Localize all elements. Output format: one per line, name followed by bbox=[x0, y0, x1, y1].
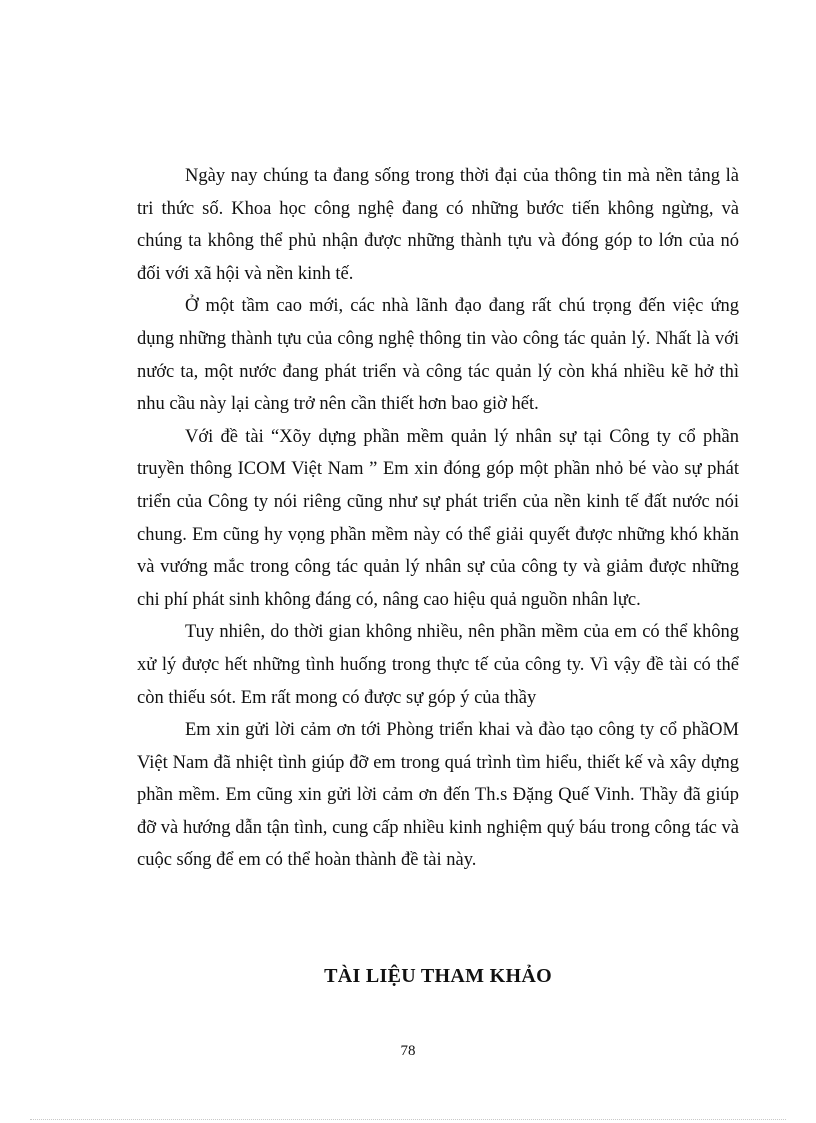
paragraph-intro: Ngày nay chúng ta đang sống trong thời đại của thông tin mà nền tảng là tri thức số. Khoa học công nghệ đang có những bước tiến không ngừng, và chúng ta không thể phủ nhận được những thành tựu và đóng góp to lớn của nó đối với xã hội và nền kinh tế. bbox=[137, 166, 739, 284]
references-heading: TÀI LIỆU THAM KHẢO bbox=[324, 965, 552, 987]
paragraph-acknowledgements: Em xin gửi lời cảm ơn tới Phòng triển khai và đào tạo công ty cổ phầOM Việt Nam đã nhiệt tình giúp đỡ em trong quá trình tìm hiểu, thiết kế và xây dựng phần mềm. Em cũng xin gửi lời cảm ơn đến Th.s Đặng Quế Vinh. Thầy đã giúp đỡ và hướng dẫn tận tình, cung cấp nhiều kinh nghiệm quý báu trong công tác và cuộc sống để em có thể hoàn thành đề tài này. bbox=[137, 720, 739, 871]
paragraph-leadership: Ở một tầm cao mới, các nhà lãnh đạo đang rất chú trọng đến việc ứng dụng những thành tựu của công nghệ thông tin vào công tác quản lý. Nhất là với nước ta, một nước đang phát triển và công tác quản lý còn khá nhiều kẽ hở thì nhu cầu này lại càng trở nên cần thiết hơn bao giờ hết. bbox=[137, 296, 739, 415]
body-text bbox=[137, 160, 739, 877]
paragraph-limitations: Tuy nhiên, do thời gian không nhiều, nên phần mềm của em có thể không xử lý được hết những tình huống trong thực tế của công ty. Vì vậy đề tài có thể còn thiếu sót. Em rất mong có được sự góp ý của thầy bbox=[137, 622, 739, 708]
paragraph-topic: Với đề tài “Xõy dựng phần mềm quản lý nhân sự tại Công ty cổ phần truyền thông ICOM Việt Nam ” Em xin đóng góp một phần nhỏ bé vào sự phát triển của Công ty nói riêng cũng như sự phát triển của nền kinh tế đất nước nói chung. Em cũng hy vọng phần mềm này có thể giải quyết được những khó khăn và vướng mắc trong công tác quản lý nhân sự của công ty và giảm được những chi phí phát sinh không đáng có, nâng cao hiệu quả nguồn nhân lực. bbox=[137, 426, 739, 610]
page-number: 78 bbox=[400, 1043, 416, 1059]
page-bottom-divider bbox=[30, 1119, 786, 1120]
